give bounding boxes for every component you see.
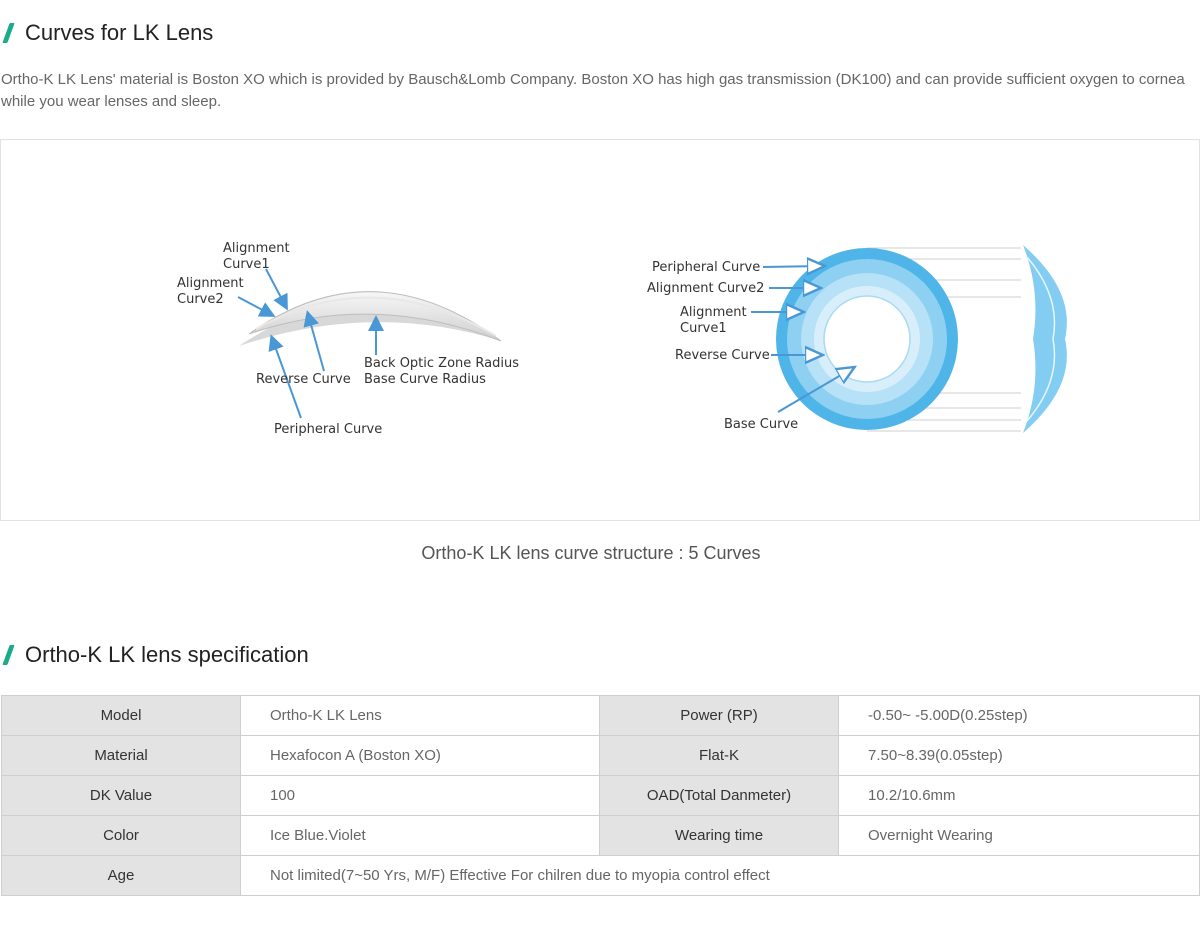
spec-key: Color: [2, 816, 241, 856]
spec-value: 7.50~8.39(0.05step): [839, 736, 1200, 776]
section-title-curves: [0, 20, 213, 46]
front-view-labels: [647, 260, 798, 432]
spec-value-age: Not limited(7~50 Yrs, M/F) Effective For chilren due to myopia control effect: [241, 856, 1200, 896]
table-row: [2, 856, 1200, 896]
spec-value: -0.50~ -5.00D(0.25step): [839, 696, 1200, 736]
label-base-curve: Base Curve: [724, 417, 799, 432]
label-reverse-curve: Reverse Curve: [256, 372, 351, 387]
section-title-text: Ortho-K LK lens specification: [25, 642, 309, 667]
table-row: [2, 816, 1200, 856]
spec-value: Hexafocon A (Boston XO): [241, 736, 600, 776]
spec-value: 100: [241, 776, 600, 816]
label-alignment-curve1-line1: Alignment: [223, 241, 290, 256]
side-view-labels: [177, 241, 519, 437]
spec-key: Flat-K: [600, 736, 839, 776]
label-reverse-curve-front: Reverse Curve: [675, 348, 770, 363]
spec-key: Model: [2, 696, 241, 736]
label-base-curve-radius: Base Curve Radius: [364, 372, 486, 387]
slash-icon: [2, 645, 14, 665]
lens-curve-diagram: [0, 139, 1200, 521]
section-title-text: Curves for LK Lens: [25, 20, 214, 45]
slash-icon: [2, 23, 14, 43]
lens-diagram-svg: [1, 140, 1199, 520]
spec-value: 10.2/10.6mm: [839, 776, 1200, 816]
label-alignment-curve1-front-line1: Alignment: [680, 305, 747, 320]
diagram-caption: Ortho-K LK lens curve structure : 5 Curves: [421, 543, 761, 563]
spec-key: Wearing time: [600, 816, 839, 856]
front-view-lens: [776, 245, 1067, 433]
spec-table: [1, 695, 1200, 896]
label-peripheral-curve-side: Peripheral Curve: [274, 422, 383, 437]
spec-key: Power (RP): [600, 696, 839, 736]
spec-value: Ice Blue.Violet: [241, 816, 600, 856]
label-alignment-curve2-line2: Curve2: [177, 292, 224, 307]
side-view-arrows: [238, 269, 376, 418]
table-row: [2, 736, 1200, 776]
spec-key-age: Age: [2, 856, 241, 896]
spec-key: Material: [2, 736, 241, 776]
section-title-specification: [0, 642, 309, 668]
spec-value: Overnight Wearing: [839, 816, 1200, 856]
table-row: [2, 696, 1200, 736]
spec-key: OAD(Total Danmeter): [600, 776, 839, 816]
intro-paragraph: Ortho-K LK Lens' material is Boston XO which is provided by Bausch&Lomb Company. Boston XO has high gas transmission (DK100) and can provide sufficient oxygen to cornea while you wear lenses and sleep.: [1, 71, 1185, 110]
label-alignment-curve1-line2: Curve1: [223, 257, 270, 272]
side-view-lens: [239, 292, 501, 346]
label-alignment-curve2-line1: Alignment: [177, 276, 244, 291]
label-peripheral-curve-front: Peripheral Curve: [652, 260, 761, 275]
label-alignment-curve2-front: Alignment Curve2: [647, 281, 765, 296]
label-back-optic-zone-radius: Back Optic Zone Radius: [364, 356, 519, 371]
spec-key: DK Value: [2, 776, 241, 816]
spec-value: Ortho-K LK Lens: [241, 696, 600, 736]
label-alignment-curve1-front-line2: Curve1: [680, 321, 727, 336]
table-row: [2, 776, 1200, 816]
